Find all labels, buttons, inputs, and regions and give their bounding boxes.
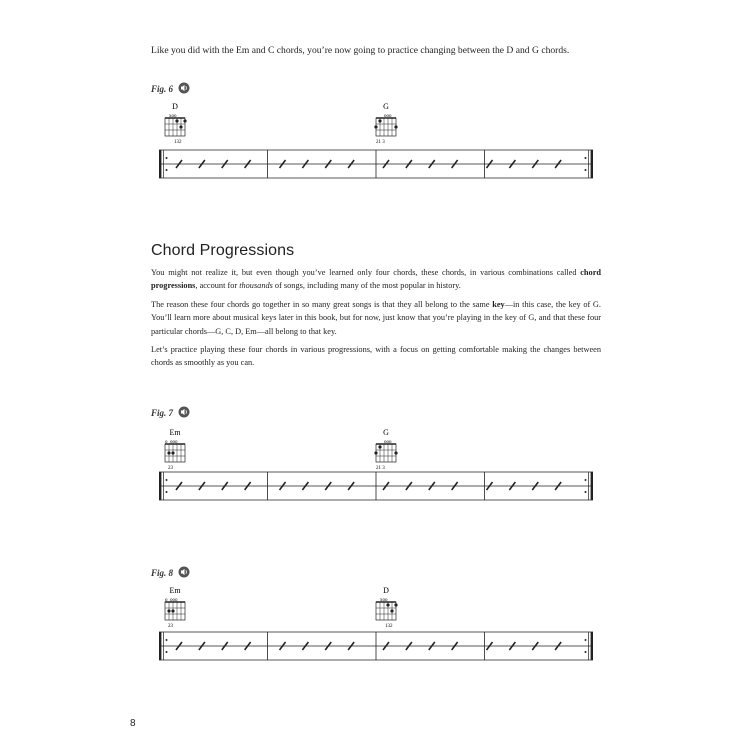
open-strings: o ooo [165, 440, 178, 445]
repeat-dot [166, 651, 168, 653]
intro-text: Like you did with the Em and C chords, you’re now going to practice changing between the D and G chords. [151, 45, 570, 56]
chord-fingering: 132 [174, 140, 182, 145]
open-strings: xoo [169, 114, 177, 119]
chord-diagram-em [165, 586, 185, 629]
chord-name: D [383, 586, 389, 595]
chord-fingering: 23 [168, 624, 173, 629]
open-strings: xoo [380, 598, 388, 603]
open-strings: ooo [384, 440, 392, 445]
figure-label-text: Fig. 8 [151, 568, 174, 578]
figure-label-text: Fig. 6 [151, 84, 174, 94]
staff [159, 632, 593, 660]
open-strings: ooo [384, 114, 392, 119]
chord-fingering: 23 [168, 466, 173, 471]
repeat-dot [585, 651, 587, 653]
repeat-end-thick-bar [591, 632, 593, 660]
chord-name: Em [169, 586, 181, 595]
paragraph-3: Let’s practice playing these four chords in various progressions, with a focus on getting comfortable making the changes between chords as smoothly as you can. [151, 345, 601, 368]
repeat-start-thick-bar [159, 632, 161, 660]
repeat-dot [585, 639, 587, 641]
chord-fingering: 21 3 [376, 466, 385, 471]
chord-name: Em [169, 428, 181, 437]
chord-diagram-d [376, 586, 398, 629]
figure-label-text: Fig. 7 [151, 408, 174, 418]
chord-name: G [383, 428, 389, 437]
paragraph-1: You might not realize it, but even though you’ve learned only four chords, these chords, in various combinations called chord progressions, account for thousands of songs, including many of the most popular in history. [151, 268, 601, 291]
chord-name: D [172, 102, 178, 111]
page-number: 8 [130, 718, 136, 729]
repeat-dot [166, 639, 168, 641]
chord-fingering: 132 [385, 624, 393, 629]
chord-name: G [383, 102, 389, 111]
section-title: Chord Progressions [151, 242, 295, 259]
chord-fingering: 21 3 [376, 140, 385, 145]
paragraph-2: The reason these four chords go together in so many great songs is that they all belong to the same key—in this case, the key of G. You’ll learn more about musical keys later in this book, but for now, just know that you’re playing in the key of G, and that these four particular chords—G, C, D, Em—all belong to that key. [151, 300, 601, 336]
open-strings: o ooo [165, 598, 178, 603]
